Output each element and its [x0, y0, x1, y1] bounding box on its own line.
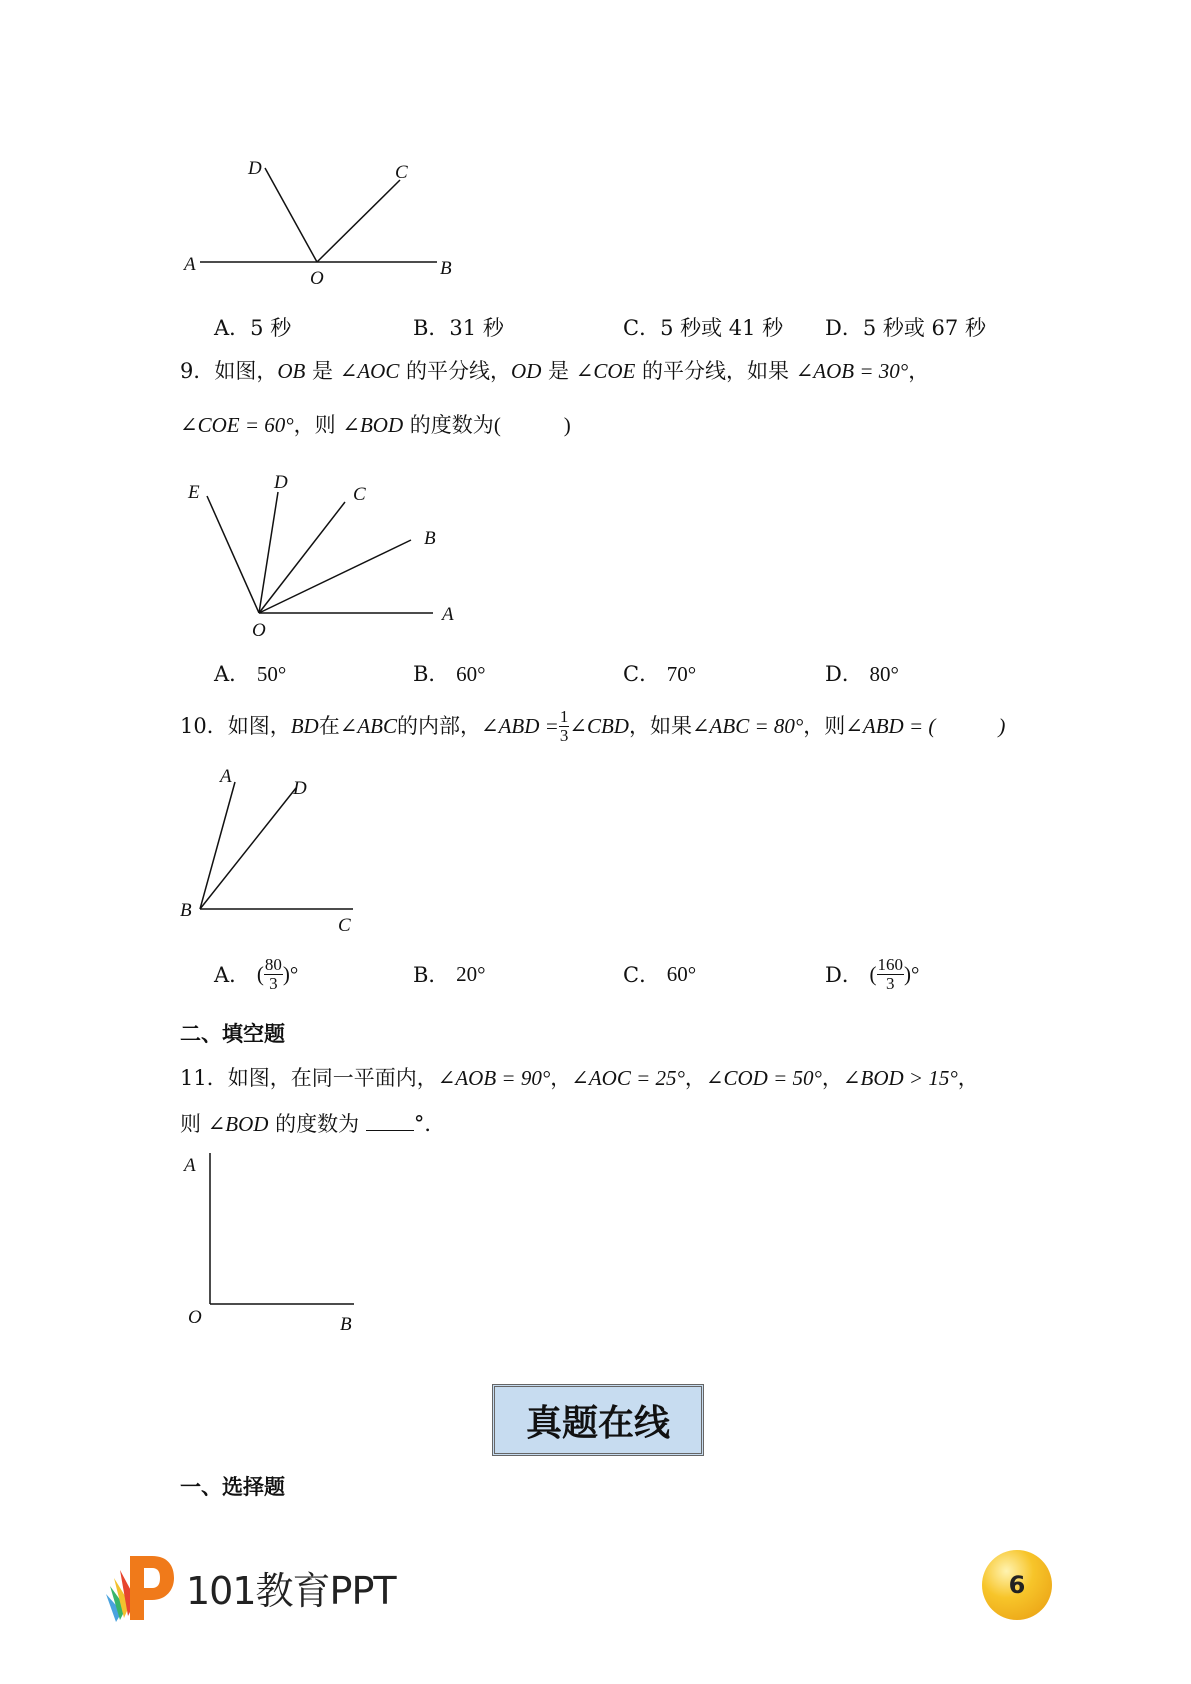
q10-option-c: C． 60°	[623, 961, 697, 987]
q8-label-b: B	[440, 258, 452, 279]
q8-figure	[180, 150, 480, 290]
q11-figure	[180, 1150, 380, 1335]
q8-label-c: C	[395, 162, 408, 183]
q9-option-d: D． 80°	[825, 662, 899, 686]
q8-label-d: D	[248, 158, 262, 179]
q9-line2: ∠COE = 60°，则 ∠BOD 的度数为( )	[180, 413, 571, 437]
q9-line1: 9．如图，OB 是 ∠AOC 的平分线，OD 是 ∠COE 的平分线，如果 ∠AOB = 30°，	[180, 359, 930, 383]
q10-option-a-fraction: $\frac{80}{3}$	[264, 954, 282, 993]
q11-line2: 则 ∠BOD 的度数为 °．	[180, 1112, 446, 1136]
section-heading-multiple-choice: 一、选择题	[180, 1475, 285, 1499]
q9-label-b: B	[424, 528, 436, 549]
section-heading-fill-blank: 二、填空题	[180, 1022, 285, 1046]
q8-option-c: C．5 秒或 41 秒	[623, 316, 784, 340]
q11-label-b: B	[340, 1314, 352, 1335]
q9-figure	[180, 470, 470, 640]
q9-option-a: A． 50°	[214, 662, 287, 686]
q10-option-a: A． ( $\frac{80}{3}$ )°	[214, 954, 299, 993]
logo-icon	[100, 1550, 178, 1624]
q10-option-d: D． ( $\frac{160}{3}$ )°	[825, 954, 920, 993]
q11-label-a: A	[184, 1155, 196, 1176]
q10-fraction: $\frac{1}{3}$	[559, 706, 569, 745]
q9-label-e: E	[188, 482, 200, 503]
q9-label-c: C	[353, 484, 366, 505]
q10-option-d-fraction: $\frac{160}{3}$	[877, 954, 904, 993]
footer-logo	[100, 1550, 396, 1624]
q11-answer-blank[interactable]	[366, 1112, 414, 1131]
q10-line: 10．如图， BD 在 ∠ABC 的内部， ∠ABD = $\frac{1}{3}$ ∠CBD ，如果 ∠ABC = 80° ，则 ∠ABD = ( )	[180, 706, 1006, 745]
q10-label-c: C	[338, 915, 351, 935]
q10-label-d: D	[293, 778, 307, 799]
q8-option-d: D．5 秒或 67 秒	[825, 316, 986, 340]
logo-text: 101教育PPT	[186, 1568, 396, 1613]
q9-label-o: O	[252, 620, 266, 640]
real-exam-banner: 真题在线	[492, 1384, 704, 1456]
q10-option-b: B． 20°	[413, 961, 486, 987]
q11-line1: 11．如图，在同一平面内，∠AOB = 90°，∠AOC = 25°，∠COD = 50°，∠BOD > 15°，	[180, 1066, 979, 1090]
q10-figure	[175, 760, 375, 935]
q9-option-b: B． 60°	[413, 662, 486, 686]
q9-option-c: C． 70°	[623, 662, 697, 686]
q8-label-a: A	[184, 254, 196, 275]
q8-option-b: B．31 秒	[413, 316, 504, 340]
q10-label-b: B	[180, 900, 192, 921]
q9-label-d: D	[274, 472, 288, 493]
q8-option-a: A．5 秒	[214, 316, 292, 340]
q8-label-o: O	[310, 268, 324, 289]
page-number-badge: 6	[982, 1550, 1052, 1620]
q11-label-o: O	[188, 1307, 202, 1328]
q9-label-a: A	[442, 604, 454, 625]
q10-label-a: A	[220, 766, 232, 787]
